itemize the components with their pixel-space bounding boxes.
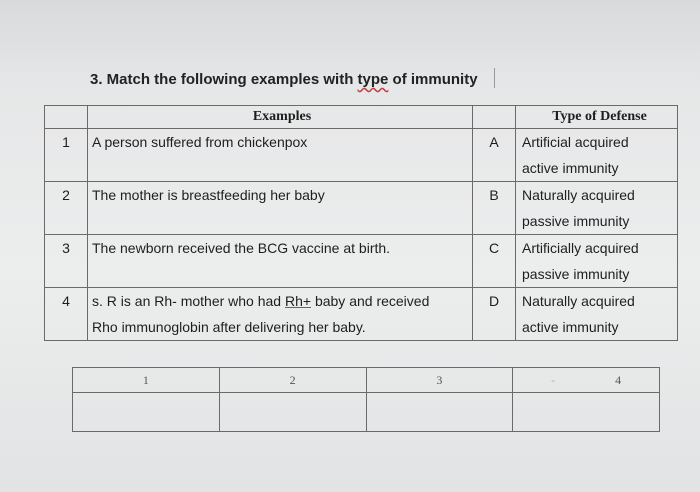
question-suffix: of immunity [388, 71, 478, 88]
row-example: The newborn received the BCG vaccine at birth. [88, 235, 473, 288]
table-row [45, 129, 678, 182]
header-letter [473, 106, 516, 129]
row-defense [516, 129, 678, 182]
example-text-underlined: Rh+ [284, 293, 312, 309]
row-number: 1 [45, 129, 88, 182]
row-number: 2 [45, 182, 88, 235]
answer-cell-2[interactable] [219, 393, 366, 432]
answer-header-4: 4 [615, 372, 622, 387]
row-example: The mother is breastfeeding her baby [88, 182, 473, 235]
answer-header-1: 1 [73, 368, 220, 393]
row-number: 4 [45, 288, 88, 341]
answer-input-row [73, 393, 660, 432]
row-example: A person suffered from chickenpox [88, 129, 473, 182]
row-defense [516, 288, 678, 341]
header-examples: Examples [88, 106, 473, 129]
answer-header-3: 3 [366, 368, 513, 393]
answer-table [72, 367, 660, 432]
answer-header-row [73, 368, 660, 393]
defense-line-2: active immunity [522, 160, 619, 176]
header-num [45, 106, 88, 129]
example-text-a: s. R is an Rh- mother who had [92, 293, 285, 309]
matching-table-header [45, 106, 678, 129]
row-example [88, 288, 473, 341]
row-defense [516, 235, 678, 288]
defense-line-1: Artificial acquired [522, 134, 629, 150]
example-line-1 [92, 288, 472, 314]
matching-table [44, 105, 678, 341]
defense-line-2: passive immunity [522, 266, 630, 282]
answer-cell-4[interactable] [513, 393, 660, 432]
header-defense: Type of Defense [516, 106, 678, 129]
row-letter: B [473, 182, 516, 235]
question-heading [90, 71, 478, 88]
answer-header-2: 2 [219, 368, 366, 393]
example-line-2: Rho immunoglobin after delivering her baby. [92, 319, 366, 335]
example-text-b: baby and received [311, 293, 430, 309]
defense-line-2: active immunity [522, 319, 619, 335]
answer-header-4-cell [513, 368, 660, 393]
answer-dash: - [551, 372, 556, 387]
table-row [45, 235, 678, 288]
text-cursor [494, 68, 495, 88]
defense-line-1: Artificially acquired [522, 240, 639, 256]
table-row [45, 288, 678, 341]
defense-line-2: passive immunity [522, 213, 630, 229]
table-row [45, 182, 678, 235]
row-number: 3 [45, 235, 88, 288]
row-defense [516, 182, 678, 235]
defense-line-1: Naturally acquired [522, 187, 635, 203]
answer-cell-1[interactable] [73, 393, 220, 432]
answer-cell-3[interactable] [366, 393, 513, 432]
row-letter: C [473, 235, 516, 288]
question-underlined-word: type [357, 71, 389, 88]
row-letter: D [473, 288, 516, 341]
row-letter: A [473, 129, 516, 182]
defense-line-1: Naturally acquired [522, 293, 635, 309]
question-prefix: 3. Match the following examples with [90, 71, 358, 88]
